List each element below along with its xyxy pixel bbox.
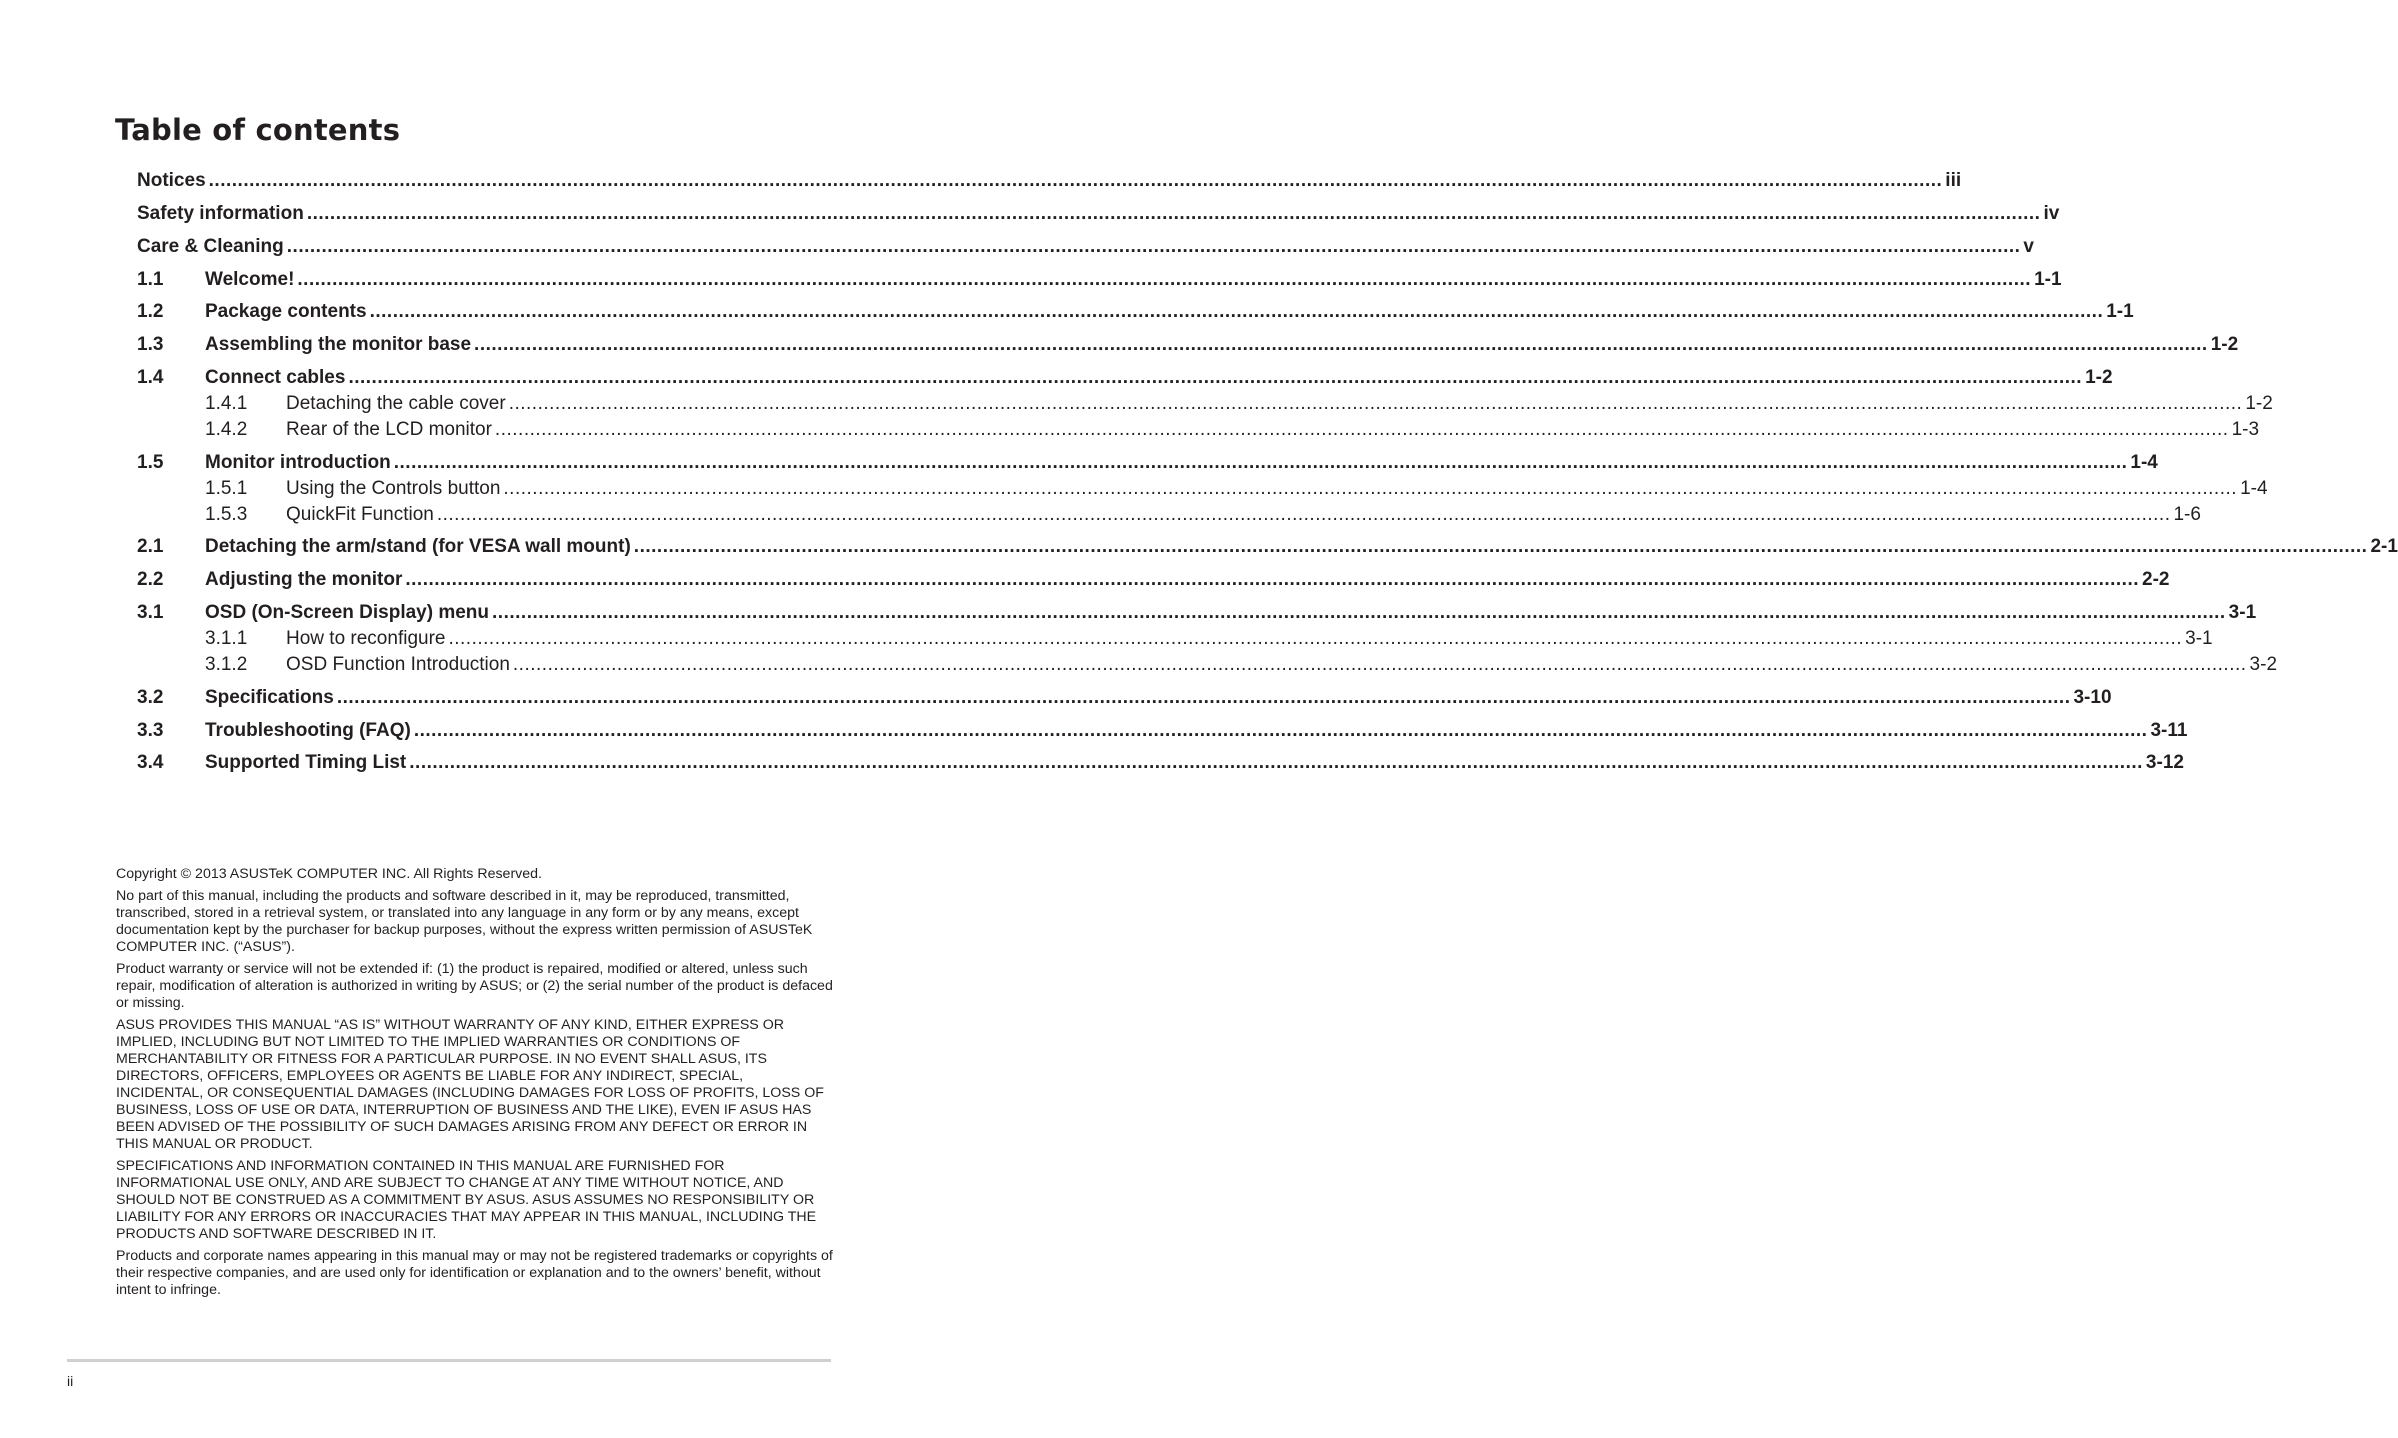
toc-entry-page: 3-1 xyxy=(2185,628,2213,649)
toc-entry-label: Welcome! xyxy=(205,269,295,290)
legal-notice xyxy=(116,866,834,1304)
toc-leader-dots: ............................................................................................................................................................................................................................................................................................................ xyxy=(474,334,2208,355)
toc-entry-number: 1.2 xyxy=(137,301,164,322)
toc-entry-number: 3.4 xyxy=(137,752,164,773)
toc-entry-label: Troubleshooting (FAQ) xyxy=(205,720,411,741)
toc-entry-page: 1-2 xyxy=(2210,334,2239,355)
toc-entry-number: 1.4.1 xyxy=(205,393,248,414)
toc-leader-dots: ............................................................................................................................................................................................................................................................................................................ xyxy=(348,367,2083,388)
toc-entry-label: Detaching the cable cover xyxy=(286,393,506,414)
toc-entry-label: Rear of the LCD monitor xyxy=(286,419,492,440)
toc-leader-dots: ............................................................................................................................................................................................................................................................................................................ xyxy=(413,720,2148,741)
toc-entry-number: 1.5 xyxy=(137,452,164,473)
toc-entry-label: QuickFit Function xyxy=(286,504,434,525)
toc-entry[interactable] xyxy=(137,569,2170,591)
toc-leader-dots: ............................................................................................................................................................................................................................................................................................................ xyxy=(512,654,2247,675)
toc-entry-label: Notices xyxy=(137,170,206,191)
toc-entry-number: 3.1.1 xyxy=(205,628,248,649)
toc-entry[interactable] xyxy=(137,720,2188,742)
toc-leader-dots: ............................................................................................................................................................................................................................................................................................................ xyxy=(286,236,2021,257)
toc-leader-dots: ............................................................................................................................................................................................................................................................................................................ xyxy=(393,452,2128,473)
toc-entry[interactable] xyxy=(137,269,2062,291)
toc-entry[interactable] xyxy=(137,367,2113,389)
toc-entry-label: Package contents xyxy=(205,301,367,322)
toc-entry-number: 1.5.1 xyxy=(205,478,248,499)
toc-leader-dots: ............................................................................................................................................................................................................................................................................................................ xyxy=(306,203,2041,224)
toc-entry-number: 1.3 xyxy=(137,334,164,355)
disclaimer-text: ASUS PROVIDES THIS MANUAL “AS IS” WITHOUT WARRANTY OF ANY KIND, EITHER EXPRESS OR IMPLIED, INCLUDING BUT NOT LIMITED TO THE IMPLIED WARRANTIES OR CONDITIONS OF MERCHANTABILITY OR FITNESS FOR A PARTICULAR PURPOSE. IN NO EVENT SHALL ASUS, ITS DIRECTORS, OFFICERS, EMPLOYEES OR AGENTS BE LIABLE FOR ANY INDIRECT, SPECIAL, INCIDENTAL, OR CONSEQUENTIAL DAMAGES (INCLUDING DAMAGES FOR LOSS OF PROFITS, LOSS OF BUSINESS, LOSS OF USE OR DATA, INTERRUPTION OF BUSINESS AND THE LIKE), EVEN IF ASUS HAS BEEN ADVISED OF THE POSSIBILITY OF SUCH DAMAGES ARISING FROM ANY DEFECT OR ERROR IN THIS MANUAL OR PRODUCT. xyxy=(116,1017,824,1152)
toc-entry-page: 3-11 xyxy=(2150,720,2188,741)
toc-entry-page: 1-4 xyxy=(2240,478,2268,499)
reproduction-text: No part of this manual, including the products and software described in it, may be reproduced, transmitted, transcribed, stored in a retrieval system, or translated into any language in any form or by any means, except documentation kept by the purchaser for backup purposes, without the express written permission of ASUSTeK COMPUTER INC. (“ASUS”). xyxy=(116,888,813,955)
toc-entry[interactable] xyxy=(205,654,2278,676)
toc-leader-dots: ............................................................................................................................................................................................................................................................................................................ xyxy=(409,752,2143,773)
toc-entry-page: 2-2 xyxy=(2142,569,2170,590)
toc-leader-dots: ............................................................................................................................................................................................................................................................................................................ xyxy=(297,269,2032,290)
toc-leader-dots: ............................................................................................................................................................................................................................................................................................................ xyxy=(369,301,2104,322)
toc-entry-label: Monitor introduction xyxy=(205,452,391,473)
toc-entry-page: 3-12 xyxy=(2145,752,2184,773)
toc-leader-dots: ............................................................................................................................................................................................................................................................................................................ xyxy=(492,602,2226,623)
toc-entry[interactable] xyxy=(137,687,2112,709)
toc-entry-number: 3.1 xyxy=(137,602,164,623)
toc-entry-number: 2.1 xyxy=(137,536,164,557)
toc-entry-label: Supported Timing List xyxy=(205,752,407,773)
toc-entry-page: iii xyxy=(1945,170,1962,191)
toc-entry-page: 1-1 xyxy=(2034,269,2062,290)
toc-entry[interactable] xyxy=(137,301,2134,323)
specifications-text: SPECIFICATIONS AND INFORMATION CONTAINED IN THIS MANUAL ARE FURNISHED FOR INFORMATIONAL USE ONLY, AND ARE SUBJECT TO CHANGE AT ANY TIME WITHOUT NOTICE, AND SHOULD NOT BE CONSTRUED AS A COMMITMENT BY ASUS. ASUS ASSUMES NO RESPONSIBILITY OR LIABILITY FOR ANY ERRORS OR INACCURACIES THAT MAY APPEAR IN THIS MANUAL, INCLUDING THE PRODUCTS AND SOFTWARE DESCRIBED IN IT. xyxy=(116,1158,817,1242)
toc-entry-label: OSD (On-Screen Display) menu xyxy=(205,602,490,623)
toc-entry-label: Connect cables xyxy=(205,367,346,388)
toc-entry-page: 3-1 xyxy=(2228,602,2257,623)
warranty-text: Product warranty or service will not be extended if: (1) the product is repaired, modified or altered, unless such repair, modification of alteration is authorized in writing by ASUS; or (2) the serial number of the product is defaced or missing. xyxy=(116,961,833,1011)
toc-entry-label: Using the Controls button xyxy=(286,478,501,499)
toc-entry-page: 1-1 xyxy=(2106,301,2134,322)
toc-entry-page: 1-2 xyxy=(2085,367,2113,388)
page-number: ii xyxy=(67,1373,74,1389)
toc-entry-label: Detaching the arm/stand (for VESA wall mount) xyxy=(205,536,631,557)
toc-entry-page: v xyxy=(2023,236,2034,257)
toc-leader-dots: ............................................................................................................................................................................................................................................................................................................ xyxy=(208,170,1943,191)
toc-leader-dots: ............................................................................................................................................................................................................................................................................................................ xyxy=(448,628,2183,649)
toc-entry-label: Specifications xyxy=(205,687,334,708)
toc-entry-label: Care & Cleaning xyxy=(137,236,284,257)
toc-entry[interactable] xyxy=(205,478,2268,500)
toc-entry-label: Assembling the monitor base xyxy=(205,334,472,355)
toc-entry-number: 3.1.2 xyxy=(205,654,248,675)
toc-entry-number: 3.2 xyxy=(137,687,164,708)
toc-leader-dots: ............................................................................................................................................................................................................................................................................................................ xyxy=(336,687,2071,708)
toc-entry[interactable] xyxy=(137,752,2184,774)
toc-entry[interactable] xyxy=(205,419,2260,441)
toc-entry-page: 2-1 xyxy=(2370,536,2398,557)
toc-entry-number: 1.1 xyxy=(137,269,164,290)
toc-entry-number: 1.5.3 xyxy=(205,504,248,525)
toc-entry-number: 2.2 xyxy=(137,569,164,590)
toc-entry-label: Adjusting the monitor xyxy=(205,569,403,590)
toc-entry[interactable] xyxy=(137,203,2060,225)
trademarks-text: Products and corporate names appearing in this manual may or may not be registered trademarks or copyrights of their respective companies, and are used only for identification or explanation and to the owners’ benefit, without intent to infringe. xyxy=(116,1248,833,1298)
page-title: Table of contents xyxy=(115,113,401,147)
toc-entry[interactable] xyxy=(205,628,2213,650)
toc-entry[interactable] xyxy=(137,334,2239,356)
toc-entry-page: 1-3 xyxy=(2231,419,2260,440)
toc-leader-dots: ............................................................................................................................................................................................................................................................................................................ xyxy=(503,478,2238,499)
toc-entry-label: OSD Function Introduction xyxy=(286,654,510,675)
toc-leader-dots: ............................................................................................................................................................................................................................................................................................................ xyxy=(405,569,2140,590)
toc-entry-page: 3-2 xyxy=(2249,654,2278,675)
toc-entry-number: 3.3 xyxy=(137,720,164,741)
toc-entry[interactable] xyxy=(137,602,2257,624)
toc-leader-dots: ............................................................................................................................................................................................................................................................................................................ xyxy=(436,504,2171,525)
footer-divider xyxy=(67,1359,831,1362)
toc-entry-page: iv xyxy=(2043,203,2060,224)
toc-leader-dots: ............................................................................................................................................................................................................................................................................................................ xyxy=(508,393,2243,414)
toc-entry-number: 1.4.2 xyxy=(205,419,248,440)
toc-entry-label: Safety information xyxy=(137,203,304,224)
toc-entry-page: 1-4 xyxy=(2130,452,2158,473)
toc-entry[interactable] xyxy=(205,393,2273,415)
toc-entry[interactable] xyxy=(137,236,2034,258)
toc-entry-page: 1-6 xyxy=(2173,504,2201,525)
toc-entry-page: 1-2 xyxy=(2245,393,2273,414)
copyright-text: Copyright © 2013 ASUSTeK COMPUTER INC. All Rights Reserved. xyxy=(116,866,542,882)
toc-entry[interactable] xyxy=(205,504,2201,526)
toc-leader-dots: ............................................................................................................................................................................................................................................................................................................ xyxy=(633,536,2368,557)
toc-entry-label: How to reconfigure xyxy=(286,628,446,649)
toc-entry-number: 1.4 xyxy=(137,367,164,388)
toc-entry[interactable] xyxy=(137,452,2158,474)
toc-entry[interactable] xyxy=(137,170,1962,192)
toc-entry-page: 3-10 xyxy=(2073,687,2112,708)
toc-entry[interactable] xyxy=(137,536,2398,558)
toc-leader-dots: ............................................................................................................................................................................................................................................................................................................ xyxy=(494,419,2229,440)
